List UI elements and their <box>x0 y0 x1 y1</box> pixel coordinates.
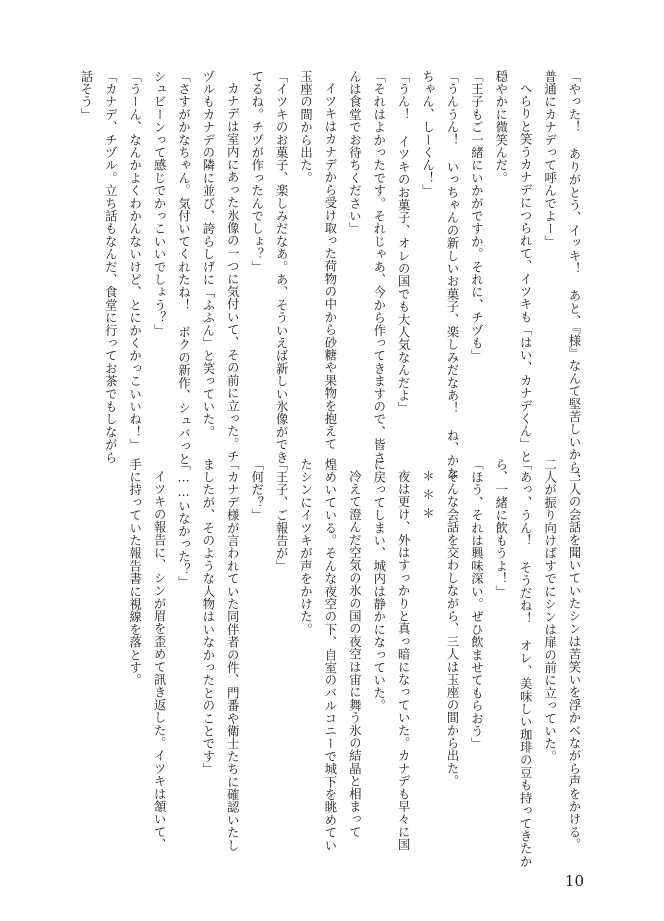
scene-break: ＊＊＊ <box>420 470 435 526</box>
text-line: ちゃん、しーくん！」 <box>420 70 435 197</box>
text-line: 普通にカナデって呼んでよー」 <box>542 70 557 248</box>
text-line: 「やった！ ありがとう、イッキ！ あと、『様』なんて堅苦しいから、 <box>567 70 581 487</box>
text-line: 「王子もご一緒にいかがですか。それに、チヅも」 <box>469 70 484 363</box>
text-line: シュビーンって感じでかっこいいでしょう？」 <box>152 70 167 337</box>
text-line: 煌めいている。そんな夜空の下、自室のバルコニーで城下を眺めてい <box>322 458 337 852</box>
text-line: ら、一緒に飲もうよ！」 <box>493 458 508 598</box>
text-line: 「あっ、うん！ そうだね！ オレ、美味しい珈琲の豆も持ってきたか <box>518 458 533 868</box>
text-line: 手に持っていた報告書に視線を落とす。 <box>127 458 142 687</box>
text-line: に戻ってしまい、城内は静かになっていた。 <box>371 458 386 712</box>
text-line: 二人の会話を聞いていたシンは苦笑いを浮かべながら声をかける。 <box>567 470 581 852</box>
text-line: 「うーん、なんかよくわかんないけど、とにかくかっこいいね！」 <box>127 70 142 451</box>
text-line: 「何だ？」 <box>249 458 264 522</box>
text-line: 「カナデ、チヅル。立ち話もなんだ、食堂に行ってお茶でもしながら <box>103 70 118 464</box>
text-line: 冷えて澄んだ空気の氷の国の夜空は宙に舞う氷の結晶と相まって <box>347 470 362 839</box>
text-line: たシンにイツキが声をかけた。 <box>298 458 313 636</box>
text-line: 「ほう、それは興味深い。ぜひ飲ませてもらおう」 <box>469 458 484 751</box>
text-line: カナデは室内にあった氷像の一つに気付いて、その前に立った。チ <box>225 82 240 464</box>
text-line: 「王子、ご報告が」 <box>274 458 289 573</box>
text-line: へらりと笑うカナデにつられて、イツキも「はい、カナデくん」と <box>518 82 533 464</box>
text-line: ヅルもカナデの隣に並び、誇らしげに「ふふん」と笑っていた。 <box>200 70 215 439</box>
upper-text-column <box>78 70 586 487</box>
text-line: 「それはよかったです。それじゃあ、今から作ってきますので、皆さ <box>371 70 386 464</box>
text-line: 「さすがかなちゃん。気付いてくれたね！ ボクの新作、シュバっと <box>176 70 191 466</box>
text-line: てるね。チヅが作ったんでしょ？」 <box>249 70 264 274</box>
text-line: 「カナデ様が言われていた同伴者の件、門番や衛士たちに確認いたし <box>225 458 240 852</box>
text-line: 夜は更け、外はすっかりと真っ暗になっていた。カナデも早々に国 <box>396 470 411 852</box>
text-line: ましたが、そのような人物はいなかったとのことです」 <box>200 458 215 776</box>
text-line: イツキの報告に、シンが眉を歪めて訊き返した。イツキは頷いて、 <box>152 470 167 852</box>
text-line: 穏やかに微笑んだ。 <box>493 70 508 185</box>
text-line: 「イツキのお菓子、楽しみだなあ。あ、そういえば新しい氷像ができ <box>274 70 289 464</box>
lower-text-column <box>96 458 586 868</box>
text-line: 「……いなかった？」 <box>176 458 191 589</box>
text-line: 「うん！ イツキのお菓子、オレの国でも大人気なんだよ」 <box>396 70 411 415</box>
text-line: 二人が振り向けばすでにシンは扉の前に立っていた。 <box>542 458 557 763</box>
text-line: 「うんうん！ いっちゃんの新しいお菓子、楽しみだなあ！ ね、かな <box>444 70 459 480</box>
page-number: 10 <box>564 872 584 890</box>
text-line: んは食堂でお待ちください」 <box>347 70 362 236</box>
text-line: そんな会話を交わしながら、三人は玉座の間から出た。 <box>444 470 459 788</box>
text-line: 話そう」 <box>78 70 93 121</box>
text-line: 玉座の間から出た。 <box>298 70 313 185</box>
text-line: イツキはカナデから受け取った荷物の中から砂糖や果物を抱えて <box>322 82 337 451</box>
